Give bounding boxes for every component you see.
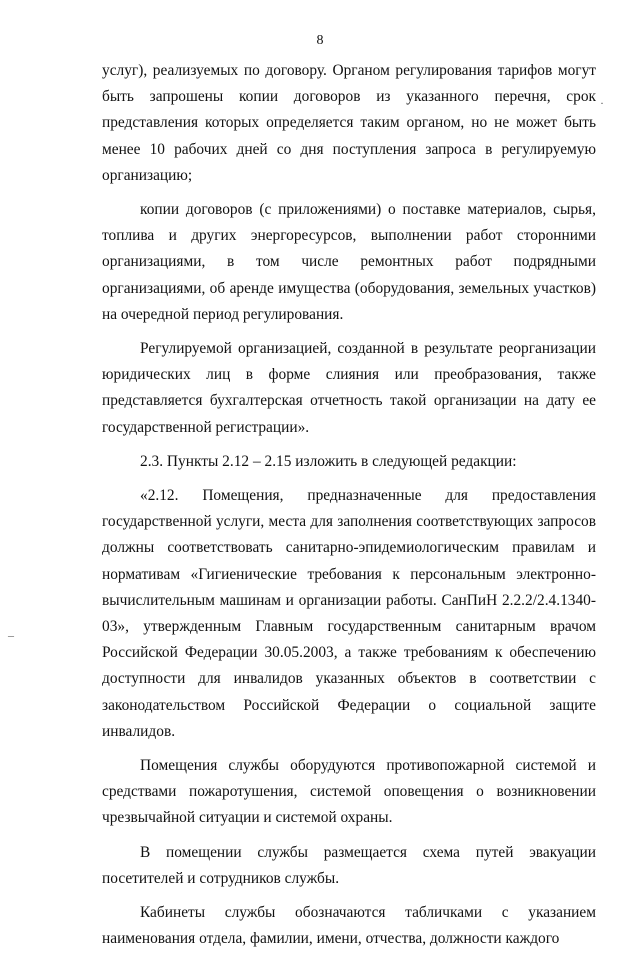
paragraph-4: 2.3. Пункты 2.12 – 2.15 изложить в следующей редакции: — [140, 452, 517, 470]
paragraph-7: В помещении службы размещается схема путей эвакуации посетителей и сотрудников службы. — [102, 843, 596, 887]
paragraph-8: Кабинеты службы обозначаются табличками с указанием наименования отдела, фамилии, имени, отчества, должности каждого — [102, 904, 596, 948]
paragraph-3: Регулируемой организацией, созданной в результате реорганизации юридических лиц в форме слияния или преобразования, также представляется бухгалтерская отчетность такой организации на дату ее государственной регистрации». — [102, 340, 596, 436]
document-body — [102, 58, 596, 961]
page-number: 8 — [316, 33, 324, 48]
paragraph-2: копии договоров (с приложениями) о поставке материалов, сырья, топлива и других энергоресурсов, выполнении работ сторонними организациями, в том числе ремонтных работ подрядными организациями, об аренде имущества (оборудования, земельных участков) на очередной период регулирования. — [102, 201, 596, 323]
margin-dash: – — [8, 628, 14, 642]
paragraph-1: услуг), реализуемых по договору. Органом регулирования тарифов могут быть запрошены копии договоров из указанного перечня, срок представления которых определяется таким органом, но не может быть менее 10 рабочих дней со дня поступления запроса в регулируемую организацию; — [102, 62, 596, 184]
paragraph-5: «2.12. Помещения, предназначенные для предоставления государственной услуги, места для заполнения соответствующих запросов должны соответствовать санитарно-эпидемиологическим правилам и нормативам «Гигиенические требования к персональным электронно-вычислительным машинам и организации работы. СанПиН 2.2.2/2.4.1340-03», утвержденным Главным государственным санитарным врачом Российской Федерации 30.05.2003, а также требованиям к обеспечению доступности для инвалидов указанных объектов в соответствии с законодательством Российской Федерации о социальной защите инвалидов. — [102, 487, 596, 740]
paragraph-6: Помещения службы оборудуются противопожарной системой и средствами пожаротушения, системой оповещения о возникновении чрезвычайной ситуации и системой охраны. — [102, 757, 596, 827]
margin-dot: · — [600, 96, 604, 110]
